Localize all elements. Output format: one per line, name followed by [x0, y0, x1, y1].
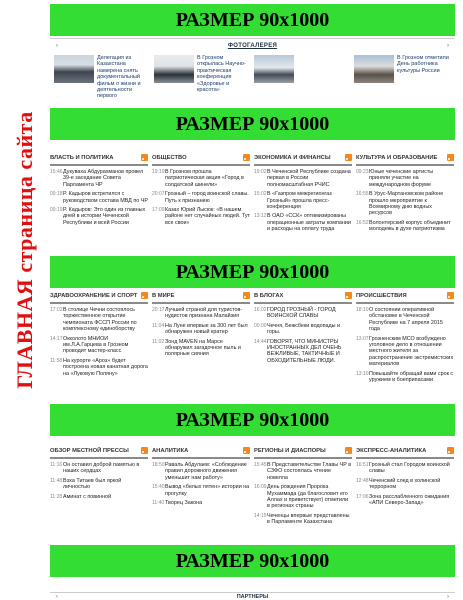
- gallery-thumbnail[interactable]: [154, 55, 194, 83]
- news-link[interactable]: ГОРОД ГРОЗНЫЙ - ГОРОД ВОИНСКОЙ СЛАВЫ: [267, 307, 336, 320]
- news-column: [50, 290, 148, 383]
- partners-title: ПАРТНЕРЫ: [236, 593, 269, 600]
- side-title-strip: [10, 0, 40, 600]
- news-time: 09:19: [50, 207, 63, 214]
- side-title: ГЛАВНАЯ страница сайта: [12, 111, 37, 389]
- news-column: [356, 152, 454, 233]
- news-link[interactable]: Зонд MAVEN на Марсе обнаружил загадочное пыль и полярные сияния: [165, 338, 241, 358]
- news-column: [152, 445, 250, 526]
- news-time: 17:06: [356, 493, 369, 500]
- column-title[interactable]: ПРОИСШЕСТВИЯ: [356, 292, 407, 299]
- news-item[interactable]: [356, 307, 454, 333]
- partners-bar: [50, 592, 455, 600]
- news-item[interactable]: [254, 513, 352, 526]
- column-title[interactable]: ОБЩЕСТВО: [152, 154, 187, 161]
- news-item[interactable]: [152, 307, 250, 320]
- news-item[interactable]: [50, 191, 148, 204]
- news-item[interactable]: [356, 336, 454, 368]
- rss-icon[interactable]: [141, 292, 148, 299]
- column-title[interactable]: ВЛАСТЬ И ПОЛИТИКА: [50, 154, 114, 161]
- news-time: 09:23: [356, 169, 369, 175]
- news-link[interactable]: На Луне впервые за 300 лет был обнаружен новый кратер: [165, 322, 248, 336]
- news-item[interactable]: [254, 169, 352, 188]
- news-time: 11:28: [50, 493, 63, 500]
- news-item[interactable]: [356, 494, 454, 507]
- news-time: 09:18: [50, 191, 63, 198]
- news-link[interactable]: Грозный стал Городом воинской славы: [369, 462, 450, 475]
- gallery-title[interactable]: ФОТОГАЛЕРЕЯ: [227, 43, 278, 49]
- news-column: [254, 445, 352, 526]
- news-item[interactable]: [254, 484, 352, 510]
- news-time: 12:48: [356, 477, 369, 484]
- news-link[interactable]: Аминат с повинной: [63, 493, 112, 500]
- news-link[interactable]: В Урус-Мартановском районе прошло мероприятие к Всемирному дню водных ресурсов: [369, 191, 444, 217]
- news-time: 13:12: [254, 213, 267, 220]
- banner-text: РАЗМЕР 90х1000: [175, 408, 330, 431]
- banner-text: РАЗМЕР 90х1000: [175, 8, 330, 31]
- news-time: 17:02: [50, 307, 63, 313]
- news-time: 14:15: [254, 512, 267, 519]
- news-link[interactable]: Раваль Абдулаев: «Соблюдение правил дорожного движения уменьшит нам работу»: [165, 462, 247, 481]
- news-time: 16:55: [356, 191, 369, 198]
- gallery-item[interactable]: [254, 55, 350, 100]
- ad-banner-2[interactable]: [50, 108, 455, 140]
- news-time: 16:52: [356, 219, 369, 226]
- rss-icon[interactable]: [243, 447, 250, 454]
- news-link[interactable]: Вэха Титаев был яркой личностью: [63, 477, 122, 491]
- ad-banner-3[interactable]: [50, 256, 455, 288]
- news-time: 16:02: [254, 307, 267, 313]
- news-column: [254, 152, 352, 233]
- banner-text: РАЗМЕР 90х1000: [175, 260, 330, 283]
- news-link[interactable]: Чечня, Бежсбеки водопады и горы.: [267, 322, 341, 336]
- news-section-3: [50, 445, 455, 526]
- news-time: 15:02: [254, 191, 267, 198]
- column-title[interactable]: АНАЛИТИКА: [152, 447, 189, 454]
- column-title[interactable]: КУЛЬТУРА И ОБРАЗОВАНИЕ: [356, 154, 438, 161]
- news-link[interactable]: Грозный – город воинской славы. Путь к признанию: [165, 191, 249, 204]
- news-time: 18:10: [356, 307, 369, 313]
- news-column: [50, 445, 148, 526]
- news-time: 16:09: [254, 484, 267, 491]
- column-title[interactable]: ЭКОНОМИКА И ФИНАНСЫ: [254, 154, 331, 161]
- column-title[interactable]: РЕГИОНЫ И ДИАСПОРЫ: [254, 447, 326, 454]
- column-title[interactable]: ЭКСПРЕСС-АНАЛИТИКА: [356, 447, 427, 454]
- news-section-2: [50, 290, 455, 383]
- news-item[interactable]: [254, 307, 352, 320]
- news-time: 11:48: [50, 477, 63, 484]
- column-title[interactable]: ОБЗОР МЕСТНОЙ ПРЕССЫ: [50, 447, 129, 454]
- news-item[interactable]: [152, 462, 250, 481]
- news-link[interactable]: Зона расслабленного ожидания «АПИ Северо-Запад»: [369, 493, 450, 507]
- partners-prev-arrow-icon[interactable]: ‹: [56, 593, 58, 600]
- news-link[interactable]: Волонтерский корпус объединит молодежь в духе патриотизма: [369, 219, 451, 233]
- column-title[interactable]: В БЛОГАХ: [254, 292, 284, 299]
- banner-text: РАЗМЕР 90х1000: [175, 549, 330, 572]
- rss-icon[interactable]: [243, 292, 250, 299]
- news-time: 17:09: [152, 207, 165, 214]
- news-time: 18:50: [152, 462, 165, 468]
- news-link[interactable]: На курорте «Ароз» будет построена новая канатная дорога на «Луковую Поляну»: [63, 357, 148, 377]
- news-item[interactable]: [50, 494, 148, 500]
- banner-text: РАЗМЕР 90х1000: [175, 112, 330, 135]
- news-item[interactable]: [356, 169, 454, 188]
- news-item[interactable]: [50, 462, 148, 475]
- rss-icon[interactable]: [447, 154, 454, 161]
- news-item[interactable]: [152, 191, 250, 204]
- news-item[interactable]: [50, 478, 148, 491]
- gallery-caption[interactable]: В Грозном открылась Научно-практическая конференция «Здоровье и красота»: [197, 55, 246, 94]
- news-link[interactable]: Повышайте обращай вами срок с уружием и боеприпасами: [369, 370, 454, 384]
- news-link[interactable]: Р. Кадыров встретился с руководством состава МВД по ЧР: [63, 191, 148, 204]
- news-link[interactable]: Окколото МНИОИ им.Л.А.Гарцева в Грозном проводит мастер-класс: [63, 335, 129, 355]
- news-link[interactable]: День рождения Пророка Мухаммада (да благословит его Аллах и приветствует) отметили в регионах страны: [267, 484, 349, 510]
- news-link[interactable]: В Чеченской Республике создана первая в России полномасштабная РЧИС: [267, 169, 351, 188]
- news-time: 13:07: [356, 335, 369, 342]
- news-column: [356, 290, 454, 383]
- news-time: 14:44: [254, 338, 267, 345]
- news-column: [50, 152, 148, 233]
- news-time: 15:45: [254, 462, 267, 468]
- gallery-item[interactable]: [354, 55, 450, 100]
- news-item[interactable]: [356, 371, 454, 384]
- news-item[interactable]: [152, 339, 250, 358]
- news-item[interactable]: [356, 220, 454, 233]
- news-item[interactable]: [356, 478, 454, 491]
- news-item[interactable]: [152, 169, 250, 188]
- news-item[interactable]: [356, 462, 454, 475]
- news-time: 20:17: [152, 307, 165, 313]
- news-link[interactable]: Творец Закона: [165, 500, 203, 507]
- gallery-thumbnail[interactable]: [254, 55, 294, 83]
- news-link[interactable]: Грозненским МСО возбуждено уголовное дело в отношении местного жителя за распространение экстремистских материалов: [369, 335, 454, 368]
- gallery-caption[interactable]: Делегация из Казахстана намерена снять документальный фильм о жизни и деятельности первого: [97, 55, 141, 100]
- news-time: 11:04: [152, 322, 165, 329]
- news-link[interactable]: В «Газпром межрегионгаз Грозный» прошла пресс-конференция: [267, 191, 332, 211]
- news-item[interactable]: [254, 323, 352, 336]
- ad-banner-4[interactable]: [50, 404, 455, 436]
- news-time: 11:16: [50, 462, 63, 468]
- rss-icon[interactable]: [243, 154, 250, 161]
- news-section-1: [50, 152, 455, 233]
- news-column: [356, 445, 454, 526]
- news-link[interactable]: Чеченцы впервые представлены в Парламенте Казахстана: [267, 512, 350, 526]
- news-column: [152, 290, 250, 383]
- news-item[interactable]: [152, 484, 250, 497]
- news-item[interactable]: [356, 191, 454, 217]
- news-item[interactable]: [50, 336, 148, 355]
- column-title[interactable]: В МИРЕ: [152, 292, 175, 299]
- news-link[interactable]: В Грозном прошла патриотическая акция «Город в солдатской шинели»: [165, 169, 244, 188]
- news-column: [254, 290, 352, 383]
- news-time: 15:40: [152, 484, 165, 491]
- news-link[interactable]: ГОВОРЯТ, ЧТО МИНИСТРЫ ИНОСТРАННЫХ ДЕЛ ОЧЕНЬ ВЕЖЛИВЫЕ, ТАКТИЧНЫЕ И ОБХОДИТЕЛЬНЫЕ ЛЮДИ.: [267, 338, 342, 364]
- rss-icon[interactable]: [447, 447, 454, 454]
- news-time: 11:02: [152, 338, 165, 345]
- gallery-prev-arrow-icon[interactable]: ‹: [56, 43, 58, 49]
- news-link[interactable]: Вывод «белых пятен» истории на прогулку: [165, 484, 250, 497]
- news-link[interactable]: В ОАО «ССК» оптимизированы операционные затраты компании и расходы на оплату труда: [267, 213, 351, 233]
- gallery-next-arrow-icon[interactable]: ›: [446, 43, 449, 49]
- news-link[interactable]: Казах Юрий Лысюк: «В нашем районе нет случайных людей. Тут все свои»: [165, 207, 251, 226]
- news-time: 11:58: [50, 357, 63, 364]
- rss-icon[interactable]: [345, 154, 352, 161]
- news-item[interactable]: [254, 213, 352, 232]
- news-item[interactable]: [254, 191, 352, 210]
- rss-icon[interactable]: [447, 292, 454, 299]
- gallery-caption[interactable]: В Грозном отметили День работника культуры России: [397, 55, 449, 74]
- gallery-thumbnail[interactable]: [54, 55, 94, 83]
- rss-icon[interactable]: [345, 292, 352, 299]
- news-link[interactable]: Р. Кадыров: Это один из главных дней в истории Чеченской Республики и всей России: [63, 207, 146, 226]
- news-item[interactable]: [152, 323, 250, 336]
- news-item[interactable]: [50, 307, 148, 333]
- rss-icon[interactable]: [141, 447, 148, 454]
- news-time: 13:10: [356, 370, 369, 377]
- news-time: 00:00: [254, 322, 267, 329]
- news-item[interactable]: [254, 339, 352, 365]
- gallery-item[interactable]: [154, 55, 250, 100]
- news-link[interactable]: Юные чеченские артисты приняли участие на международном форуме: [369, 169, 434, 188]
- news-time: 11:40: [152, 500, 165, 507]
- news-item[interactable]: [152, 500, 250, 506]
- news-link[interactable]: В Представительстве Главы ЧР в СЗФО состоялась чтение новелла: [267, 462, 352, 481]
- column-title[interactable]: ЗДРАВООХРАНЕНИЕ И СПОРТ: [50, 292, 138, 299]
- news-item[interactable]: [152, 207, 250, 226]
- news-time: 20:07: [152, 191, 165, 198]
- ad-banner-5[interactable]: [50, 545, 455, 577]
- news-time: 19:19: [152, 169, 165, 175]
- photo-gallery: [50, 38, 455, 106]
- news-column: [152, 152, 250, 233]
- news-time: 19:02: [254, 169, 267, 175]
- news-item[interactable]: [254, 462, 352, 481]
- partners-next-arrow-icon[interactable]: ›: [446, 593, 449, 600]
- gallery-item[interactable]: [54, 55, 150, 100]
- news-time: 16:51: [356, 462, 369, 468]
- news-item[interactable]: [50, 207, 148, 226]
- news-link[interactable]: Он оставил доброй памятью в наших сердцах: [63, 462, 140, 475]
- news-link[interactable]: Лучшей страной для туристов-нудистов признана Малайзия: [165, 307, 243, 320]
- ad-banner-1[interactable]: [50, 4, 455, 36]
- rss-icon[interactable]: [141, 154, 148, 161]
- rss-icon[interactable]: [345, 447, 352, 454]
- news-time: 14:17: [50, 335, 63, 342]
- news-link[interactable]: Дукуваха Абдурахманов провел 39-е заседание Совета Парламента ЧР: [63, 169, 144, 188]
- news-item[interactable]: [50, 169, 148, 188]
- news-link[interactable]: В столице Чечни состоялось торжественное открытие чемпионата ФССП России по комплексному единоборству: [63, 307, 137, 333]
- news-item[interactable]: [50, 358, 148, 377]
- news-link[interactable]: О состоянии оперативной обстановке в Чеченской Республике на 7 апреля 2015 года: [369, 307, 443, 333]
- gallery-thumbnail[interactable]: [354, 55, 394, 83]
- news-link[interactable]: Чеченский след в холинской террорном: [369, 477, 441, 491]
- news-time: 15:46: [50, 169, 63, 175]
